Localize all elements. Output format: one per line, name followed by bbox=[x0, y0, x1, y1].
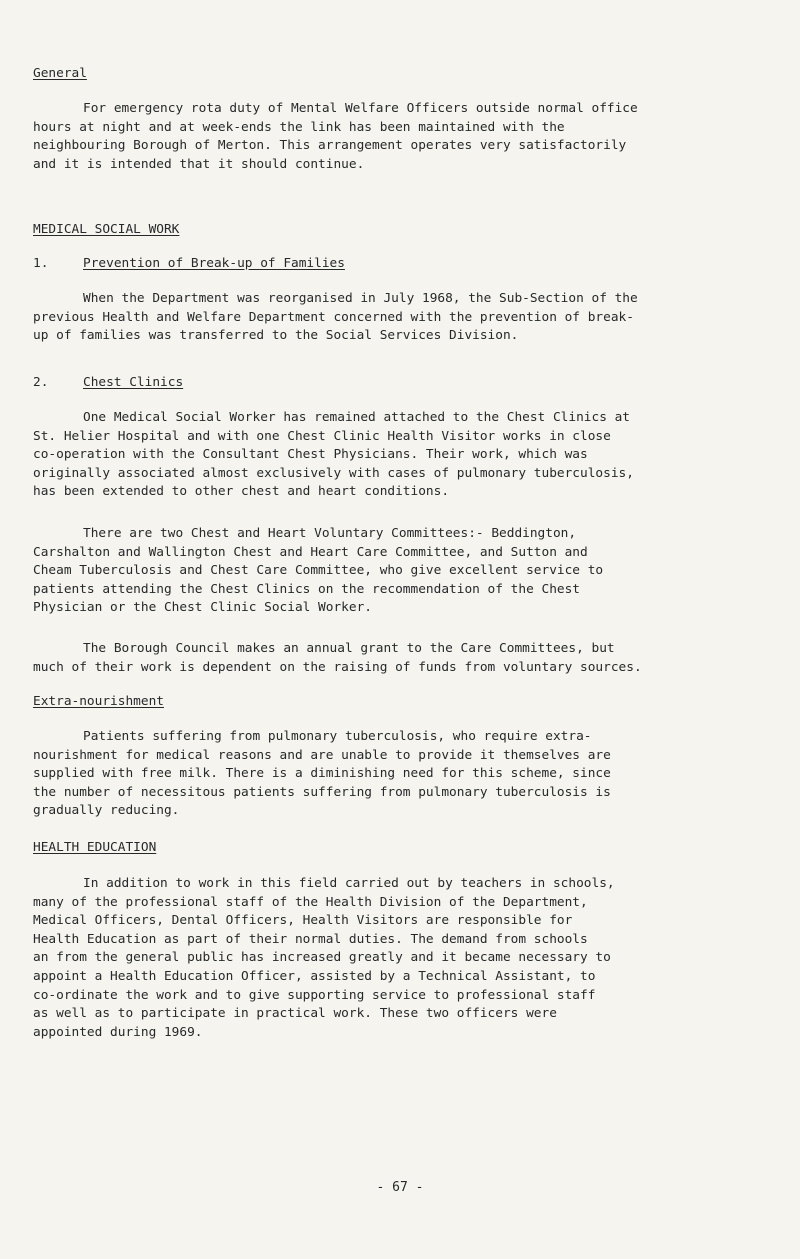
paragraph-health-education: In addition to work in this field carried out by teachers in schools, many of the professional staff of the Health Division of the Department, Medical Officers, Dental Officers, Health Visitors are responsible for Health Education as part of their normal duties. The demand from schools an from the general public has increased greatly and it became necessary to appoint a Health Education Officer, assisted by a Technical Assistant, to co-ordinate the work and to give supporting service to professional staff as well as to participate in practical work. These two officers were appointed during 1969. bbox=[33, 876, 615, 1040]
heading-medical-social-work: MEDICAL SOCIAL WORK bbox=[33, 222, 180, 237]
subheading-number: 2. bbox=[33, 375, 49, 390]
heading-extra-nourishment: Extra-nourishment bbox=[33, 694, 164, 709]
paragraph-extra-nourishment: Patients suffering from pulmonary tuberculosis, who require extra- nourishment for medical reasons and are unable to provide it themselves are supplied with free milk. There is a diminishing need for this scheme, since the number of necessitous patients suffering from pulmonary tuberculosis is gradually reducing. bbox=[33, 729, 611, 819]
subheading-chest-clinics bbox=[33, 375, 183, 391]
heading-health-education: HEALTH EDUCATION bbox=[33, 840, 157, 855]
heading-general: General bbox=[33, 66, 87, 81]
subheading-number: 1. bbox=[33, 256, 49, 271]
paragraph-general: For emergency rota duty of Mental Welfare Officers outside normal office hours at night and at week-ends the link has been maintained with the neighbouring Borough of Merton. This arrangement operates very satisfactorily and it is intended that it should continue. bbox=[33, 101, 638, 172]
paragraph-chest-clinics-3: The Borough Council makes an annual grant to the Care Committees, but much of their work is dependent on the raising of funds from voluntary sources. bbox=[33, 641, 642, 675]
page-number: - 67 - bbox=[376, 1180, 424, 1195]
paragraph-prevention: When the Department was reorganised in July 1968, the Sub-Section of the previous Health and Welfare Department concerned with the prevention of break- up of families was transferred to the Social Services Division. bbox=[33, 291, 638, 344]
paragraph-chest-clinics-2: There are two Chest and Heart Voluntary Committees:- Beddington, Carshalton and Wallington Chest and Heart Care Committee, and Sutton and Cheam Tuberculosis and Chest Care Committee, who give excellent service to patients attending the Chest Clinics on the recommendation of the Chest Physician or the Chest Clinic Social Worker. bbox=[33, 526, 604, 616]
paragraph-chest-clinics-1: One Medical Social Worker has remained attached to the Chest Clinics at St. Helier Hospital and with one Chest Clinic Health Visitor works in close co-operation with the Consultant Chest Physicians. Their work, which was originally associated almost exclusively with cases of pulmonary tuberculosis, has been extended to other chest and heart conditions. bbox=[33, 410, 634, 500]
subheading-title: Chest Clinics bbox=[83, 375, 184, 390]
subheading-title: Prevention of Break-up of Families bbox=[83, 256, 345, 271]
subheading-prevention bbox=[33, 256, 345, 272]
